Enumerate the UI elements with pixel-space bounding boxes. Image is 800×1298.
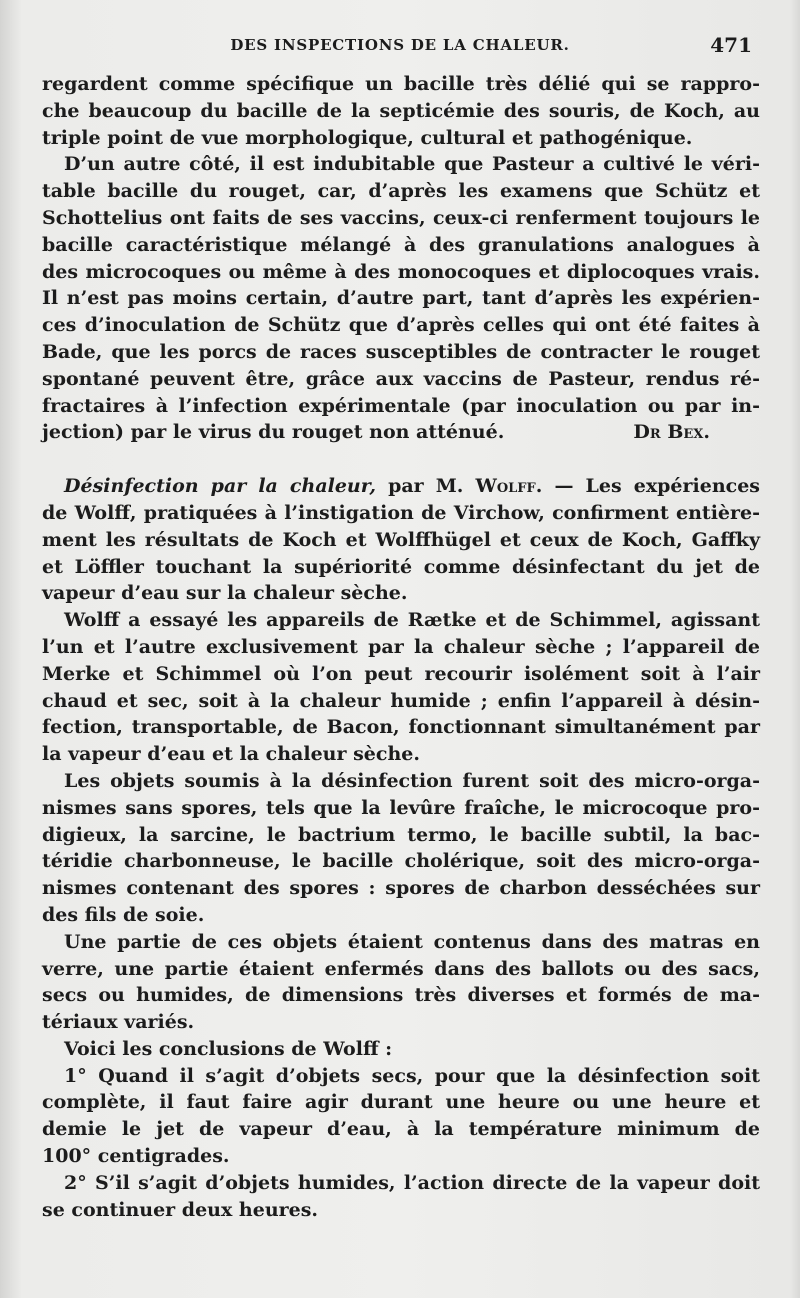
text-line: des fils de soie.: [42, 903, 205, 926]
text-line: nismes contenant des spores : spores de charbon desséchées sur: [42, 877, 760, 900]
text-line: de Wolff, pratiquées à l’instigation de Virchow, confirment entière-: [42, 501, 760, 524]
text-line: Schottelius ont faits de ses vaccins, ceux-ci renferment toujours le: [42, 206, 760, 229]
text-fragment: jection) par le virus du rouget non atténué.: [42, 421, 505, 444]
text-line: Voici les conclusions de Wolff :: [64, 1037, 393, 1060]
text-line: Bade, que les porcs de races susceptibles de contracter le rouget: [42, 340, 760, 363]
text-line: des microcoques ou même à des monocoques et diplocoques vrais.: [42, 260, 760, 283]
text-line: verre, une partie étaient enfermés dans des ballots ou des sacs,: [42, 957, 760, 980]
body-text: [42, 71, 760, 1223]
text-line: Il n’est pas moins certain, d’autre part, tant d’après les expérien-: [42, 287, 760, 310]
text-line: et Löffler touchant la supériorité comme désinfectant du jet de: [42, 555, 760, 578]
text-line: Les objets soumis à la désinfection furent soit des micro-orga-: [64, 769, 760, 792]
text-line: Une partie de ces objets étaient contenus dans des matras en: [64, 930, 760, 953]
text-line: 2° S’il s’agit d’objets humides, l’action directe de la vapeur doit: [64, 1171, 760, 1194]
text-line: nismes sans spores, tels que la levûre fraîche, le microcoque pro-: [42, 796, 760, 819]
text-line: Merke et Schimmel où l’on peut recourir isolément soit à l’air: [42, 662, 760, 685]
page-number: 471: [710, 33, 752, 57]
text-line: chaud et sec, soit à la chaleur humide ; enfin l’appareil à désin-: [42, 689, 760, 712]
text-line: D’un autre côté, il est indubitable que Pasteur a cultivé le véri-: [64, 153, 760, 176]
text-line: l’un et l’autre exclusivement par la chaleur sèche ; l’appareil de: [42, 635, 760, 658]
section-heading-line: [42, 473, 760, 500]
text-line: téridie charbonneuse, le bacille cholérique, soit des micro-orga-: [42, 850, 760, 873]
text-line: spontané peuvent être, grâce aux vaccins de Pasteur, rendus ré-: [42, 367, 760, 390]
section-title: Désinfection par la chaleur,: [64, 475, 376, 498]
author-signature: Dr Bex.: [633, 421, 710, 444]
section-author: Wolff.: [475, 475, 543, 498]
text-line: triple point de vue morphologique, cultural et pathogénique.: [42, 126, 693, 149]
text-line: complète, il faut faire agir durant une heure ou une heure et: [42, 1091, 760, 1114]
running-title: DES INSPECTIONS DE LA CHALEUR.: [230, 36, 570, 54]
text-line: 1° Quand il s’agit d’objets secs, pour que la désinfection soit: [64, 1064, 760, 1087]
text-line: 100° centigrades.: [42, 1145, 230, 1168]
text-line: regardent comme spécifique un bacille très délié qui se rappro-: [42, 73, 760, 95]
text-line: Wolff a essayé les appareils de Rætke et de Schimmel, agissant: [64, 609, 760, 632]
text-line: [42, 419, 760, 446]
section-gap: [42, 446, 760, 473]
text-line: la vapeur d’eau et la chaleur sèche.: [42, 743, 420, 766]
text-line: table bacille du rouget, car, d’après les examens que Schütz et: [42, 180, 760, 203]
text-line: demie le jet de vapeur d’eau, à la température minimum de: [42, 1118, 760, 1141]
text-line: bacille caractéristique mélangé à des granulations analogues à: [42, 233, 760, 256]
text-fragment: — Les expériences: [554, 475, 761, 498]
text-line: secs ou humides, de dimensions très diverses et formés de ma-: [42, 984, 760, 1007]
text-line: fection, transportable, de Bacon, fonctionnant simultanément par: [42, 716, 760, 739]
text-line: vapeur d’eau sur la chaleur sèche.: [42, 582, 408, 605]
text-line: che beaucoup du bacille de la septicémie des souris, de Koch, au: [42, 99, 760, 122]
page-header: [40, 33, 760, 60]
text-fragment: par M.: [388, 475, 464, 498]
text-line: se continuer deux heures.: [42, 1198, 319, 1221]
text-line: fractaires à l’infection expérimentale (par inoculation ou par in-: [42, 394, 760, 417]
text-line: digieux, la sarcine, le bactrium termo, le bacille subtil, la bac-: [42, 823, 760, 846]
text-line: tériaux variés.: [42, 1011, 195, 1034]
text-line: ces d’inoculation de Schütz que d’après celles qui ont été faites à: [42, 314, 760, 337]
text-line: ment les résultats de Koch et Wolffhügel et ceux de Koch, Gaffky: [42, 528, 760, 551]
